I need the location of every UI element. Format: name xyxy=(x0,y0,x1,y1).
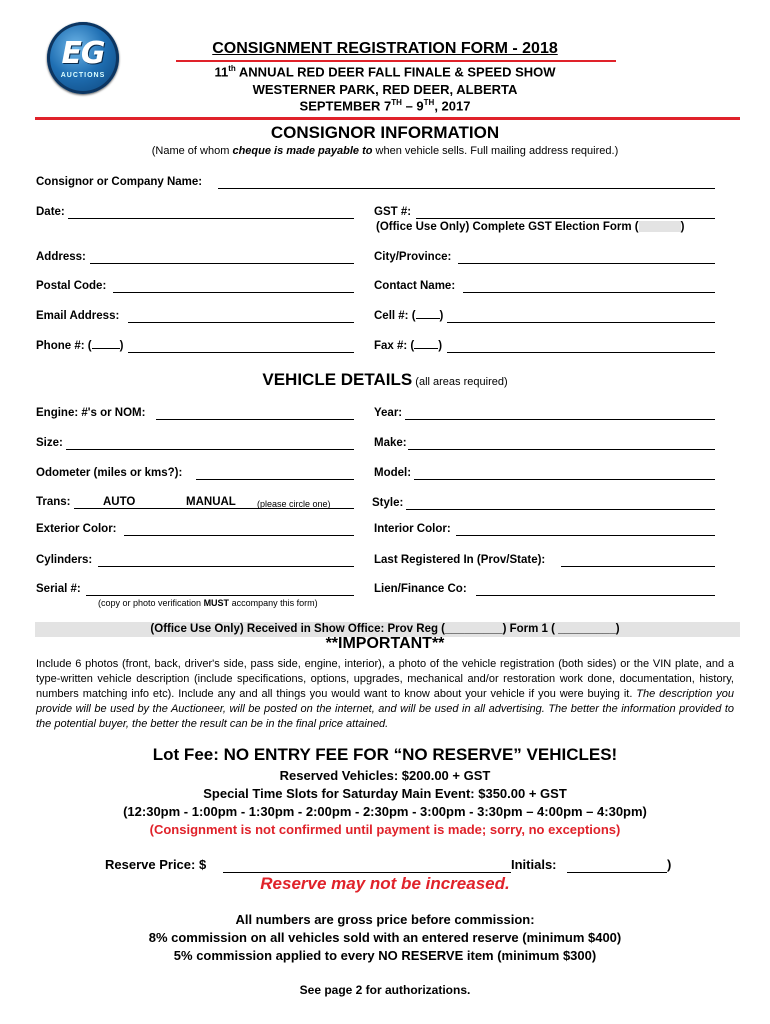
serial-field[interactable] xyxy=(86,595,354,596)
important-heading: **IMPORTANT** xyxy=(325,635,445,652)
model-field[interactable] xyxy=(414,479,715,480)
email-label: Email Address: xyxy=(36,310,120,322)
cylinders-field[interactable] xyxy=(98,566,354,567)
trans-manual-option[interactable]: MANUAL xyxy=(186,496,236,508)
trans-note: (please circle one) xyxy=(257,499,331,509)
consignor-note: (Name of whom cheque is made payable to when vehicle sells. Full mailing address required.) xyxy=(151,145,619,157)
cell-label: Cell #: ( ) xyxy=(374,310,444,322)
interior-field[interactable] xyxy=(456,535,715,536)
commission-intro: All numbers are gross price before commission: xyxy=(235,912,535,927)
page-2-note: See page 2 for authorizations. xyxy=(299,983,471,997)
exterior-field[interactable] xyxy=(124,535,354,536)
serial-label: Serial #: xyxy=(36,583,81,595)
odometer-label: Odometer (miles or kms?): xyxy=(36,467,183,479)
gst-label: GST #: xyxy=(374,206,412,218)
postal-label: Postal Code: xyxy=(36,280,107,292)
phone-field[interactable] xyxy=(128,352,354,353)
size-label: Size: xyxy=(36,437,63,449)
lien-label: Lien/Finance Co: xyxy=(374,583,467,595)
date-line: SEPTEMBER 7TH – 9TH, 2017 xyxy=(299,98,471,114)
venue-line: WESTERNER PARK, RED DEER, ALBERTA xyxy=(252,82,518,97)
fax-label: Fax #: ( ) xyxy=(374,340,443,352)
make-label: Make: xyxy=(374,437,407,449)
year-label: Year: xyxy=(374,407,403,419)
address-field[interactable] xyxy=(90,263,354,264)
commission-no-reserve: 5% commission applied to every NO RESERVE item (minimum $300) xyxy=(173,948,597,963)
postal-field[interactable] xyxy=(113,292,354,293)
initials-field[interactable] xyxy=(567,872,667,873)
engine-field[interactable] xyxy=(156,419,354,420)
cylinders-label: Cylinders: xyxy=(36,554,93,566)
lot-fee: Lot Fee: NO ENTRY FEE FOR “NO RESERVE” VEHICLES! xyxy=(152,745,618,764)
gst-office-note: (Office Use Only) Complete GST Election Form ( ) xyxy=(376,221,685,233)
reserve-price-field[interactable] xyxy=(223,872,511,873)
important-paragraph: Include 6 photos (front, back, driver's side, pass side, engine, interior), a photo of the vehicle registration (both sides) or the VIN plate, and a type-written vehicle description (include specifications, options, upgrades, mechanical and/or restoration work done, documentation, history, numbers matching info etc). Include any and all things you would want to know about your vehicle if you were buying it. The description you provide will be used by the Auctioneer, will be posted on the internet, and will be used in all advertising. The better the information provided to the potential buyer, the better the result can be in the final price attained. xyxy=(36,658,735,730)
cell-field[interactable] xyxy=(447,322,715,323)
reserved-fee: Reserved Vehicles: $200.00 + GST xyxy=(279,768,491,783)
company-field[interactable] xyxy=(218,188,715,189)
email-field[interactable] xyxy=(128,322,354,323)
logo-mark: EG xyxy=(61,36,105,71)
gst-field[interactable] xyxy=(416,218,715,219)
registered-label: Last Registered In (Prov/State): xyxy=(374,554,546,566)
city-label: City/Province: xyxy=(374,251,452,263)
initials-close: ) xyxy=(667,857,672,872)
trans-label: Trans: xyxy=(36,496,71,508)
fax-field[interactable] xyxy=(447,352,715,353)
time-slots: (12:30pm - 1:00pm - 1:30pm - 2:00pm - 2:30pm - 3:00pm - 3:30pm – 4:00pm – 4:30pm) xyxy=(123,804,647,819)
gst-office-box xyxy=(639,221,681,232)
reserve-warning: Reserve may not be increased. xyxy=(260,874,510,893)
consignor-heading: CONSIGNOR INFORMATION xyxy=(270,123,500,142)
vehicle-heading: VEHICLE DETAILS (all areas required) xyxy=(262,370,508,389)
size-field[interactable] xyxy=(66,449,354,450)
logo-sub: AUCTIONS xyxy=(60,72,106,79)
make-field[interactable] xyxy=(408,449,715,450)
serial-note: (copy or photo verification MUST accompany this form) xyxy=(98,598,318,608)
phone-label: Phone #: ( ) xyxy=(36,340,124,352)
lien-field[interactable] xyxy=(476,595,715,596)
special-slot-fee: Special Time Slots for Saturday Main Event: $350.00 + GST xyxy=(203,786,567,801)
payment-confirm-note: (Consignment is not confirmed until payment is made; sorry, no exceptions) xyxy=(149,822,621,837)
contact-field[interactable] xyxy=(463,292,715,293)
commission-reserve: 8% commission on all vehicles sold with an entered reserve (minimum $400) xyxy=(148,930,622,945)
reserve-price-label: Reserve Price: $ xyxy=(105,857,207,872)
registered-field[interactable] xyxy=(561,566,715,567)
contact-label: Contact Name: xyxy=(374,280,456,292)
form-title: CONSIGNMENT REGISTRATION FORM - 2018 xyxy=(212,40,558,57)
interior-label: Interior Color: xyxy=(374,523,451,535)
city-field[interactable] xyxy=(458,263,715,264)
address-label: Address: xyxy=(36,251,86,263)
trans-auto-option[interactable]: AUTO xyxy=(103,496,136,508)
initials-label: Initials: xyxy=(511,857,557,872)
engine-label: Engine: #'s or NOM: xyxy=(36,407,146,419)
date-field[interactable] xyxy=(68,218,354,219)
style-label: Style: xyxy=(372,497,404,509)
year-field[interactable] xyxy=(405,419,715,420)
header-divider xyxy=(35,117,740,120)
office-use-text: (Office Use Only) Received in Show Office: Prov Reg (_________) Form 1 ( _________) xyxy=(150,623,620,635)
date-label: Date: xyxy=(36,206,65,218)
company-label: Consignor or Company Name: xyxy=(36,176,203,188)
model-label: Model: xyxy=(374,467,412,479)
event-line: 11th ANNUAL RED DEER FALL FINALE & SPEED SHOW xyxy=(214,64,556,80)
style-field[interactable] xyxy=(406,509,715,510)
title-rule xyxy=(176,60,616,62)
exterior-label: Exterior Color: xyxy=(36,523,117,535)
odometer-field[interactable] xyxy=(196,479,354,480)
